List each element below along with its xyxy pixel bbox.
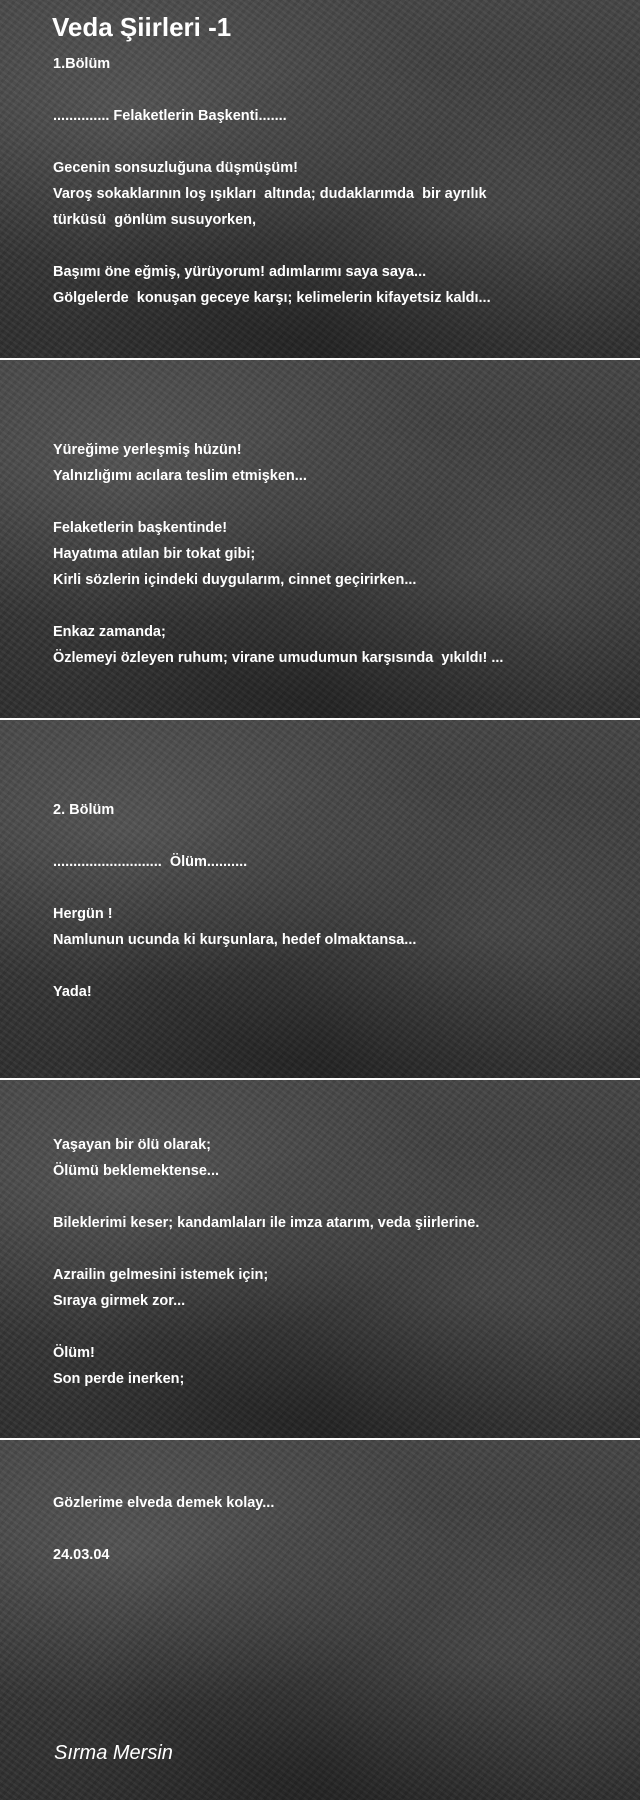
poem-line: 1.Bölüm (53, 56, 111, 72)
poem-line: Enkaz zamanda; (53, 624, 166, 640)
poem-line: Sıraya girmek zor... (53, 1293, 186, 1309)
poem-section-5 (53, 1490, 274, 1568)
poem-line: türküsü gönlüm susuyorken, (53, 212, 257, 228)
poem-line: Yaşayan bir ölü olarak; (53, 1137, 211, 1153)
poem-line: .............. Felaketlerin Başkenti....... (53, 108, 287, 124)
poem-line: Ölümü beklemektense... (53, 1163, 220, 1179)
stanza-break (53, 1314, 479, 1340)
poem-section-2 (53, 437, 503, 671)
poem-section-4 (53, 1132, 479, 1392)
poem-line: Gölgelerde konuşan geceye karşı; kelimelerin kifayetsiz kaldı... (53, 290, 491, 306)
poem-line: Özlemeyi özleyen ruhum; virane umudumun karşısında yıkıldı! ... (53, 650, 504, 666)
poem-line: Hayatıma atılan bir tokat gibi; (53, 546, 256, 562)
poem-line: 2. Bölüm (53, 802, 115, 818)
poem-line: Kirli sözlerin içindeki duygularım, cinnet geçirirken... (53, 572, 417, 588)
poem-section-3 (53, 797, 416, 1005)
poem-section-1 (53, 51, 491, 311)
poem-line: Bileklerimi keser; kandamlaları ile imza atarım, veda şiirlerine. (53, 1215, 480, 1231)
stanza-break (53, 233, 491, 259)
stanza-break (53, 1236, 479, 1262)
poem-line: Azrailin gelmesini istemek için; (53, 1267, 269, 1283)
poem-line: Yüreğime yerleşmiş hüzün! (53, 442, 242, 458)
poem-line: Felaketlerin başkentinde! (53, 520, 228, 536)
stanza-break (53, 129, 491, 155)
poem-line: Namlunun ucunda ki kurşunlara, hedef olmaktansa... (53, 932, 417, 948)
poem-line: Gözlerime elveda demek kolay... (53, 1495, 275, 1511)
stanza-break (53, 593, 503, 619)
poem-line: Varoş sokaklarının loş ışıkları altında; dudaklarımda bir ayrılık (53, 186, 487, 202)
poem-line: Yalnızlığımı acılara teslim etmişken... (53, 468, 307, 484)
poem-line: Yada! (53, 984, 92, 1000)
poem-line: Başımı öne eğmiş, yürüyorum! adımlarımı saya saya... (53, 264, 427, 280)
poem-line: ........................... Ölüm.......... (53, 854, 248, 870)
stanza-break (53, 875, 416, 901)
poem-line: Hergün ! (53, 906, 113, 922)
author-signature: Sırma Mersin (54, 1742, 173, 1764)
stanza-break (53, 77, 491, 103)
poem-line: Gecenin sonsuzluğuna düşmüşüm! (53, 160, 298, 176)
stanza-break (53, 1516, 274, 1542)
stanza-break (53, 953, 416, 979)
poem-title: Veda Şiirleri -1 (52, 12, 232, 42)
stanza-break (53, 489, 503, 515)
stanza-break (53, 1184, 479, 1210)
poem-line: Son perde inerken; (53, 1371, 185, 1387)
stanza-break (53, 823, 416, 849)
poem-line: 24.03.04 (53, 1547, 110, 1563)
poem-line: Ölüm! (53, 1345, 95, 1361)
